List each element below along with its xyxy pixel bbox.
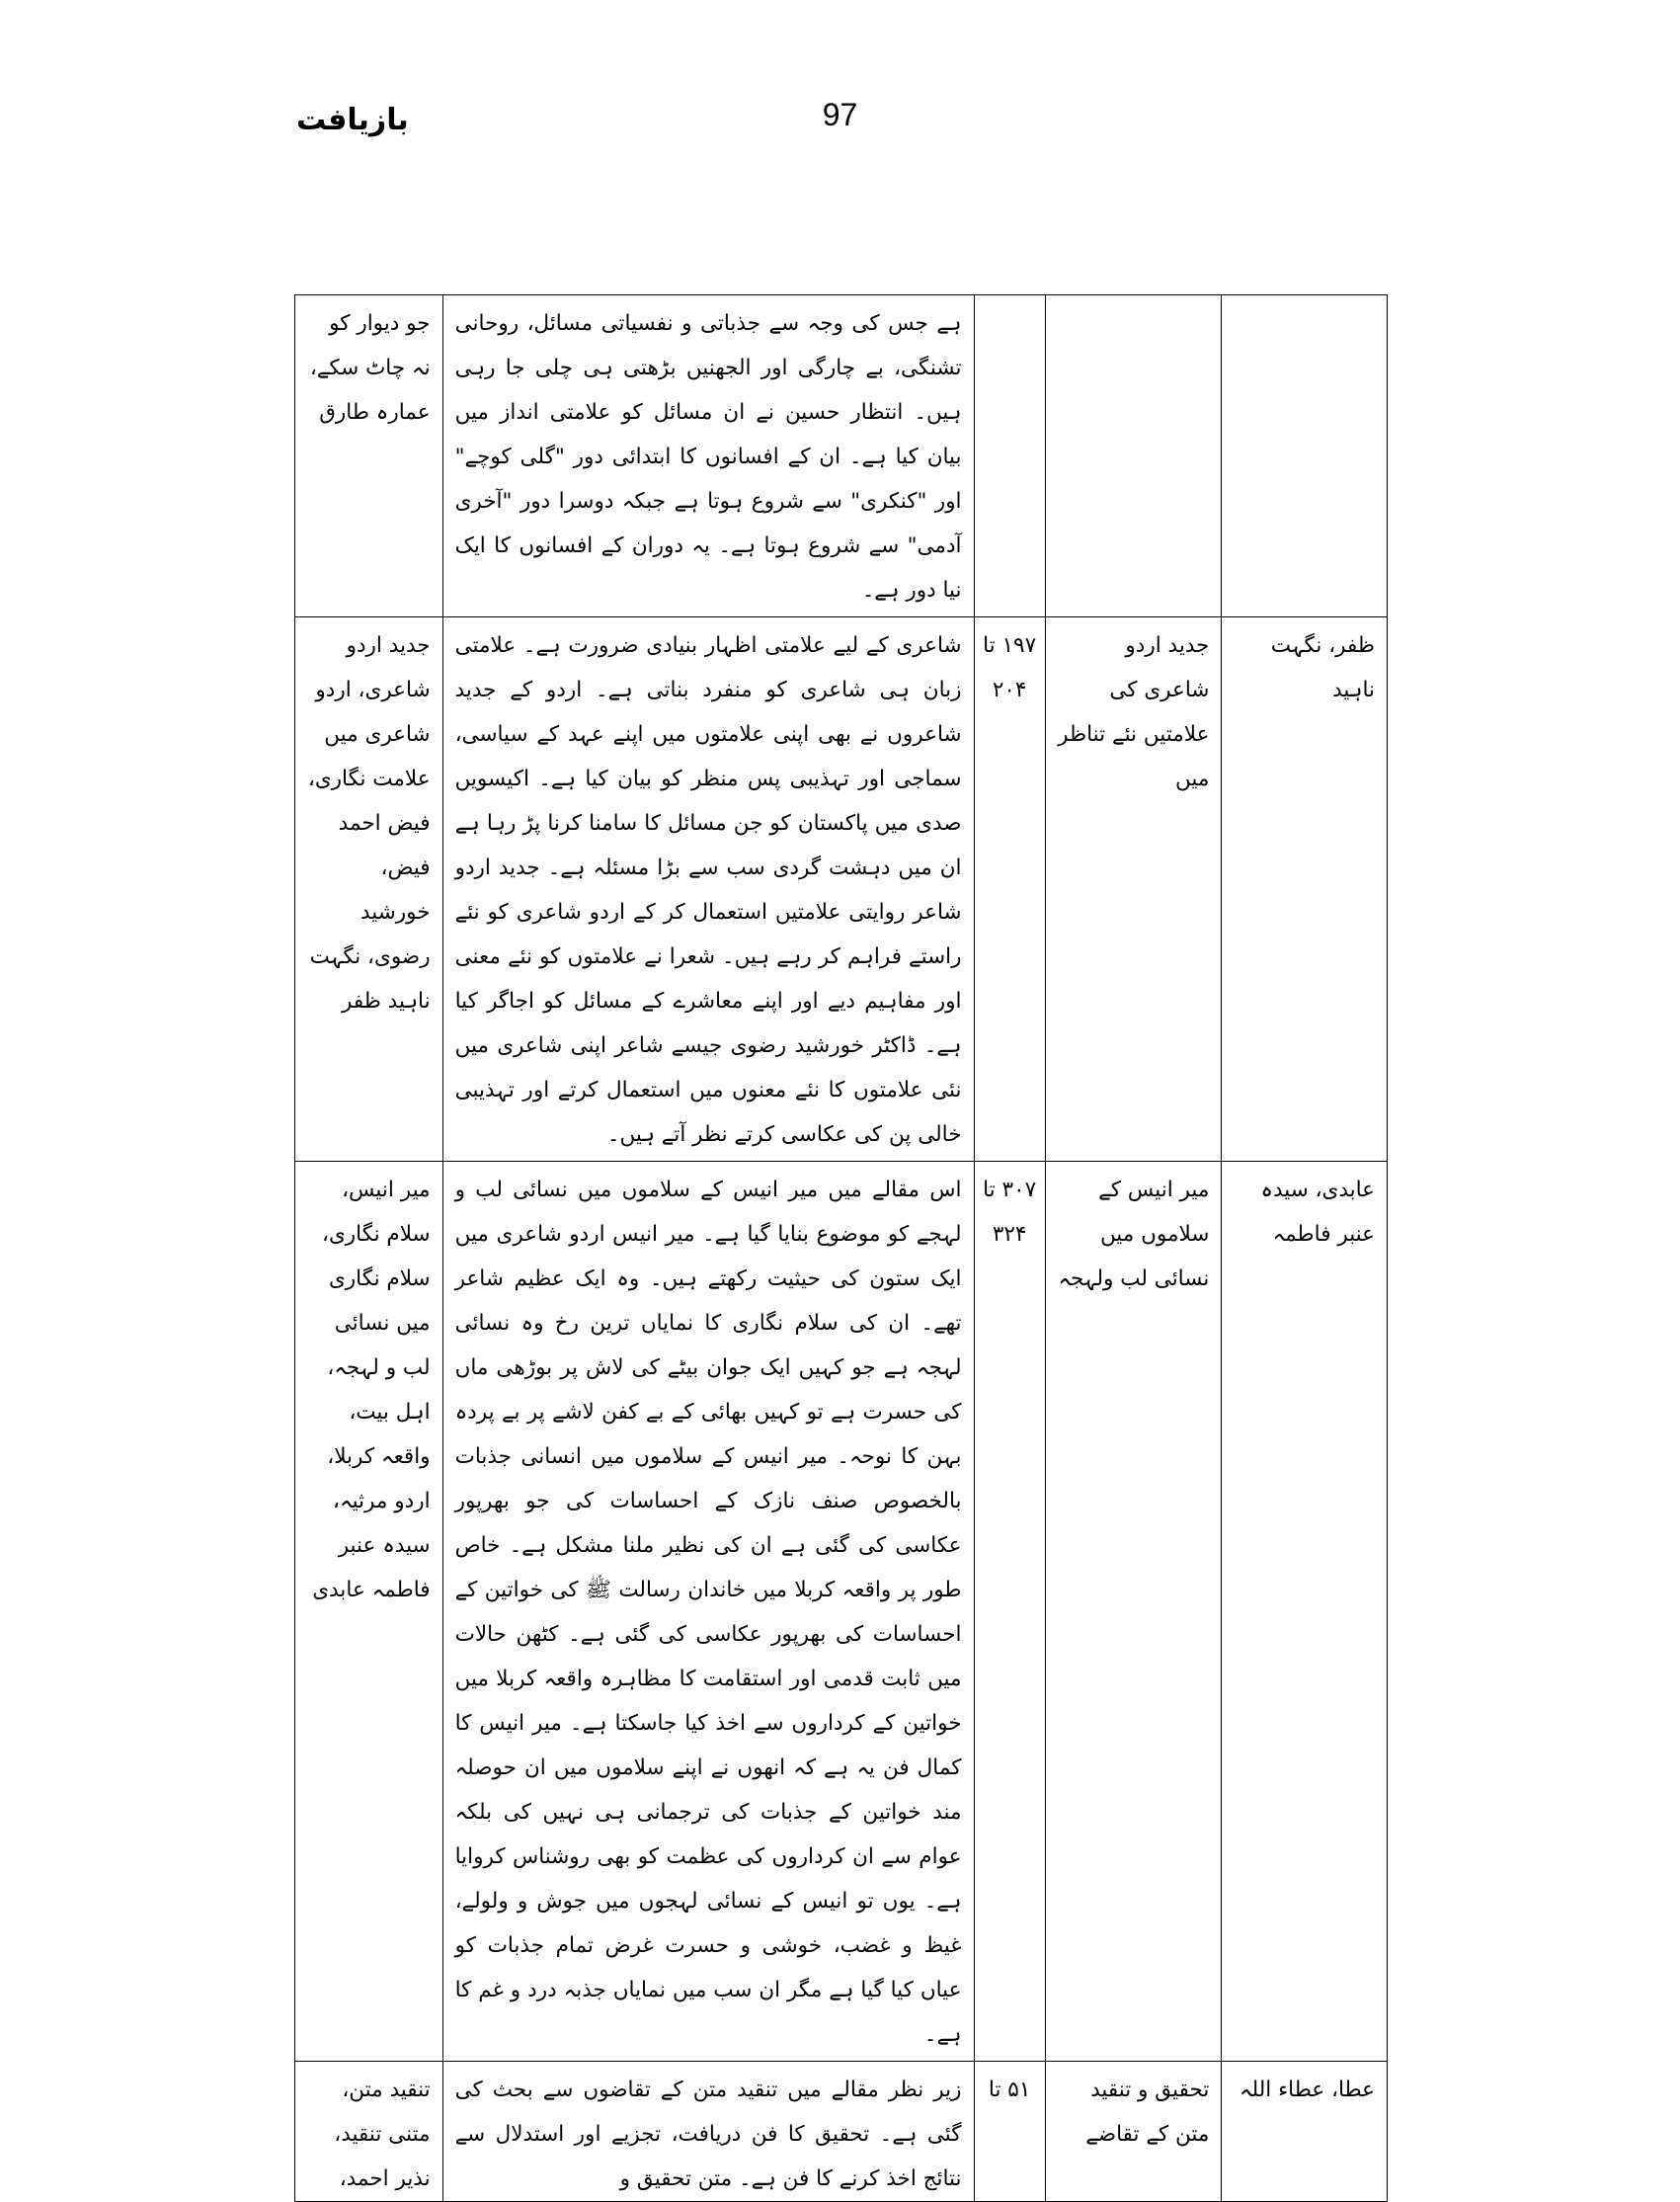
pages-cell: ۳۰۷ تا ۳۲۴ [974,1162,1045,2062]
title-cell: تحقیق و تنقید متن کے تقاضے [1045,2062,1222,2202]
author-cell [1222,295,1388,617]
page-number: 97 [822,97,858,132]
author-cell: عطا، عطاء اللہ [1222,2062,1388,2202]
title-cell [1045,295,1222,617]
keywords-cell: جدید اردو شاعری، اردو شاعری میں علامت نگاری، فیض احمد فیض، خورشید رضوی، نگہت ناہید ظفر [295,617,443,1162]
table-row [295,617,1388,1162]
author-cell: عابدی، سیدہ عنبر فاطمہ [1222,1162,1388,2062]
pages-cell: ۱۹۷ تا ۲۰۴ [974,617,1045,1162]
keywords-cell: جو دیوار کو نہ چاٹ سکے، عمارہ طارق [295,295,443,617]
keywords-cell: تنقید متن، متنی تنقید، نذیر احمد، [295,2062,443,2202]
article-index-table [294,294,1388,2202]
author-cell: ظفر، نگہت ناہید [1222,617,1388,1162]
table-row [295,1162,1388,2062]
table-row [295,295,1388,617]
abstract-cell: زیر نظر مقالے میں تنقید متن کے تقاضوں سے بحث کی گئی ہے۔ تحقیق کا فن دریافت، تجزیے اور استدلال سے نتائج اخذ کرنے کا فن ہے۔ متن تحقیق و [442,2062,974,2202]
abstract-cell: ہے جس کی وجہ سے جذباتی و نفسیاتی مسائل، روحانی تشنگی، بے چارگی اور الجھنیں بڑھتی ہی چلی جا رہی ہیں۔ انتظار حسین نے ان مسائل کو علامتی انداز میں بیان کیا ہے۔ ان کے افسانوں کا ابتدائی دور "گلی کوچے" اور "کنکری" سے شروع ہوتا ہے جبکہ دوسرا دور "آخری آدمی" سے شروع ہوتا ہے۔ یہ دوران کے افسانوں کا ایک نیا دور ہے۔ [442,295,974,617]
abstract-cell: شاعری کے لیے علامتی اظہار بنیادی ضرورت ہے۔ علامتی زبان ہی شاعری کو منفرد بناتی ہے۔ اردو کے جدید شاعروں نے بھی اپنی علامتوں میں اپنے عہد کے سیاسی، سماجی اور تہذیبی پس منظر کو بیان کیا ہے۔ اکیسویں صدی میں پاکستان کو جن مسائل کا سامنا کرنا پڑ رہا ہے ان میں دہشت گردی سب سے بڑا مسئلہ ہے۔ جدید اردو شاعر روایتی علامتیں استعمال کر کے اردو شاعری کو نئے راستے فراہم کر رہے ہیں۔ شعرا نے علامتوں کو نئے معنی اور مفاہیم دیے اور اپنے معاشرے کے مسائل کو اجاگر کیا ہے۔ ڈاکٹر خورشید رضوی جیسے شاعر اپنی شاعری میں نئی علامتوں کا نئے معنوں میں استعمال کرتے اور تہذیبی خالی پن کی عکاسی کرتے نظر آتے ہیں۔ [442,617,974,1162]
title-cell: میر انیس کے سلاموں میں نسائی لب ولہجہ [1045,1162,1222,2062]
table-row [295,2062,1388,2202]
pages-cell: ۵۱ تا [974,2062,1045,2202]
journal-name: بازیافت [296,103,409,137]
keywords-cell: میر انیس، سلام نگاری، سلام نگاری میں نسائی لب و لہجہ، اہل بیت، واقعہ کربلا، اردو مرثیہ، سیدہ عنبر فاطمہ عابدی [295,1162,443,2062]
title-cell: جدید اردو شاعری کی علامتیں نئے تناظر میں [1045,617,1222,1162]
abstract-cell: اس مقالے میں میر انیس کے سلاموں میں نسائی لب و لہجے کو موضوع بنایا گیا ہے۔ میر انیس اردو شاعری میں ایک ستون کی حیثیت رکھتے ہیں۔ وہ ایک عظیم شاعر تھے۔ ان کی سلام نگاری کا نمایاں ترین رخ وہ نسائی لہجہ ہے جو کہیں ایک جوان بیٹے کی لاش پر بوڑھی ماں کی حسرت ہے تو کہیں بھائی کے بے کفن لاشے پر بے پردہ بہن کا نوحہ۔ میر انیس کے سلاموں میں انسانی جذبات بالخصوص صنف نازک کے احساسات کی جو بھرپور عکاسی کی گئی ہے ان کی نظیر ملنا مشکل ہے۔ خاص طور پر واقعہ کربلا میں خاندان رسالت ﷺ کی خواتین کے احساسات کی بھرپور عکاسی کی گئی ہے۔ کٹھن حالات میں ثابت قدمی اور استقامت کا مظاہرہ واقعہ کربلا میں خواتین کے کرداروں سے اخذ کیا جاسکتا ہے۔ میر انیس کا کمال فن یہ ہے کہ انھوں نے اپنے سلاموں میں ان حوصلہ مند خواتین کے جذبات کی ترجمانی ہی نہیں کی بلکہ عوام سے ان کرداروں کی عظمت کو بھی روشناس کروایا ہے۔ یوں تو انیس کے نسائی لہجوں میں جوش و ولولے، غیظ و غضب، خوشی و حسرت غرض تمام جذبات کو عیاں کیا گیا ہے مگر ان سب میں نمایاں جذبہ درد و غم کا ہے۔ [442,1162,974,2062]
pages-cell [974,295,1045,617]
